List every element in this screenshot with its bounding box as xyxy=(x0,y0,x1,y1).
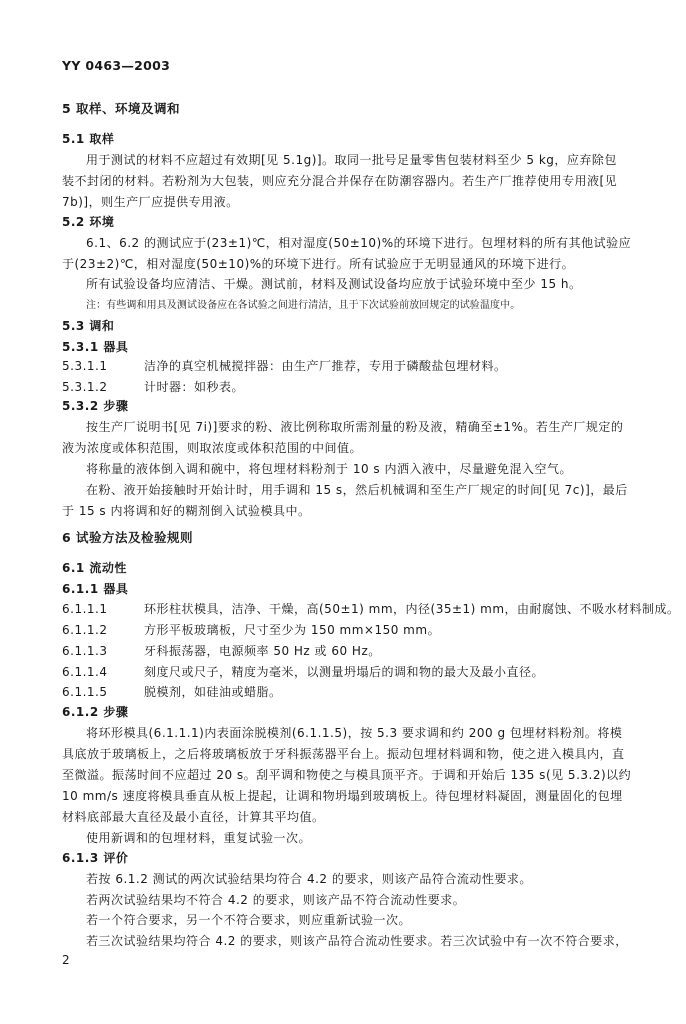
clause-number: 5.3.1.1 xyxy=(62,359,108,373)
clause-text: 计时器：如秒表。 xyxy=(144,380,245,394)
paragraph-line: 在粉、液开始接触时开始计时，用手调和 15 s，然后机械调和至生产厂规定的时间[见 7c)]，最后 xyxy=(86,483,628,497)
paragraph-line: 于 15 s 内将调和好的糊剂倒入试验模具中。 xyxy=(62,504,311,518)
clause-6-1-1-3 xyxy=(62,643,686,659)
clause-5-3-1-1 xyxy=(62,358,686,374)
paragraph-line: 所有试验设备均应清洁、干燥。测试前，材料及测试设备均应放于试验环境中至少 15 h。 xyxy=(86,277,582,291)
clause-number: 6.1.1.1 xyxy=(62,602,108,616)
paragraph-line: 液为浓度或体积范围，则取浓度或体积范围的中间值。 xyxy=(62,441,363,455)
paragraph-line: 使用新调和的包埋材料，重复试验一次。 xyxy=(86,831,312,845)
clause-number: 6.1.1.3 xyxy=(62,644,108,658)
section-5-heading: 5 取样、环境及调和 xyxy=(62,101,181,116)
clause-text: 脱模剂，如硅油或蜡脂。 xyxy=(144,685,282,699)
section-6-1-heading: 6.1 流动性 xyxy=(62,561,127,575)
section-5-3-heading: 5.3 调和 xyxy=(62,319,115,333)
section-6-1-2-heading: 6.1.2 步骤 xyxy=(62,705,129,719)
paragraph-line: 若一个符合要求，另一个不符合要求，则应重新试验一次。 xyxy=(86,913,412,927)
paragraph-line: 于(23±2)℃，相对湿度(50±10)%的环境下进行。所有试验应于无明显通风的环境下进行。 xyxy=(62,257,575,271)
clause-6-1-1-5 xyxy=(62,684,686,700)
paragraph-line: 若按 6.1.2 测试的两次试验结果均符合 4.2 的要求，则该产品符合流动性要求。 xyxy=(86,872,532,886)
clause-text: 刻度尺或尺子，精度为毫米，以测量坍塌后的调和物的最大及最小直径。 xyxy=(144,665,545,679)
paragraph-line: 装不封闭的材料。若粉剂为大包装，则应充分混合并保存在防潮容器内。若生产厂推荐使用专用液[见 xyxy=(62,174,618,188)
clause-6-1-1-4 xyxy=(62,664,686,680)
paragraph-line: 若两次试验结果均不符合 4.2 的要求，则该产品不符合流动性要求。 xyxy=(86,893,466,907)
section-6-1-3-heading: 6.1.3 评价 xyxy=(62,851,129,865)
clause-text: 环形柱状模具，洁净、干燥，高(50±1) mm，内径(35±1) mm，由耐腐蚀、不吸水材料制成。 xyxy=(144,602,680,616)
clause-text: 方形平板玻璃板，尺寸至少为 150 mm×150 mm。 xyxy=(144,623,441,637)
paragraph-line: 具底放于玻璃板上，之后将玻璃板放于牙科振荡器平台上。振动包埋材料调和物，使之进入模具内，直 xyxy=(62,747,625,761)
paragraph-line: 将称量的液体倒入调和碗中，将包埋材料粉剂于 10 s 内洒入液中，尽量避免混入空气。 xyxy=(86,462,572,476)
paragraph-line: 材料底部最大直径及最小直径，计算其平均值。 xyxy=(62,810,325,824)
section-5-2-heading: 5.2 环境 xyxy=(62,215,115,229)
paragraph-line: 10 mm/s 速度将模具垂直从板上提起，让调和物坍塌到玻璃板上。待包埋材料凝固，测量固化的包埋 xyxy=(62,789,623,803)
clause-text: 洁净的真空机械搅拌器：由生产厂推荐，专用于磷酸盐包埋材料。 xyxy=(144,359,507,373)
standard-code: YY 0463—2003 xyxy=(62,58,171,73)
section-6-1-1-heading: 6.1.1 器具 xyxy=(62,582,129,596)
paragraph-line: 至微溢。振荡时间不应超过 20 s。刮平调和物使之与模具顶平齐。于调和开始后 135 s(见 5.3.2)以约 xyxy=(62,768,632,782)
clause-6-1-1-1 xyxy=(62,601,686,617)
note: 注：有些调和用具及测试设备应在各试验之间进行清洁，且于下次试验前放回规定的试验温度中。 xyxy=(86,300,521,311)
paragraph-line: 将环形模具(6.1.1.1)内表面涂脱模剂(6.1.1.5)，按 5.3 要求调和约 200 g 包埋材料粉剂。将模 xyxy=(86,726,623,740)
paragraph-line: 用于测试的材料不应超过有效期[见 5.1g)]。取同一批号足量零售包装材料至少 5 kg，应弃除包 xyxy=(86,153,617,167)
clause-number: 6.1.1.4 xyxy=(62,665,108,679)
clause-number: 5.3.1.2 xyxy=(62,380,108,394)
paragraph-line: 按生产厂说明书[见 7i)]要求的粉、液比例称取所需剂量的粉及液，精确至±1%。若生产厂规定的 xyxy=(86,420,624,434)
paragraph-line: 6.1、6.2 的测试应于(23±1)℃，相对湿度(50±10)%的环境下进行。包埋材料的所有其他试验应 xyxy=(86,236,632,250)
clause-6-1-1-2 xyxy=(62,622,686,638)
clause-number: 6.1.1.5 xyxy=(62,685,108,699)
section-6-heading: 6 试验方法及检验规则 xyxy=(62,530,194,545)
clause-number: 6.1.1.2 xyxy=(62,623,108,637)
section-5-3-1-heading: 5.3.1 器具 xyxy=(62,340,129,354)
paragraph-line: 7b)]，则生产厂应提供专用液。 xyxy=(62,195,239,209)
section-5-1-heading: 5.1 取样 xyxy=(62,132,115,146)
paragraph-line: 若三次试验结果均符合 4.2 的要求，则该产品符合流动性要求。若三次试验中有一次不符合要求， xyxy=(86,934,628,948)
clause-5-3-1-2 xyxy=(62,379,686,395)
page-number: 2 xyxy=(62,953,70,967)
clause-text: 牙科振荡器，电源频率 50 Hz 或 60 Hz。 xyxy=(144,644,381,658)
section-5-3-2-heading: 5.3.2 步骤 xyxy=(62,399,129,413)
